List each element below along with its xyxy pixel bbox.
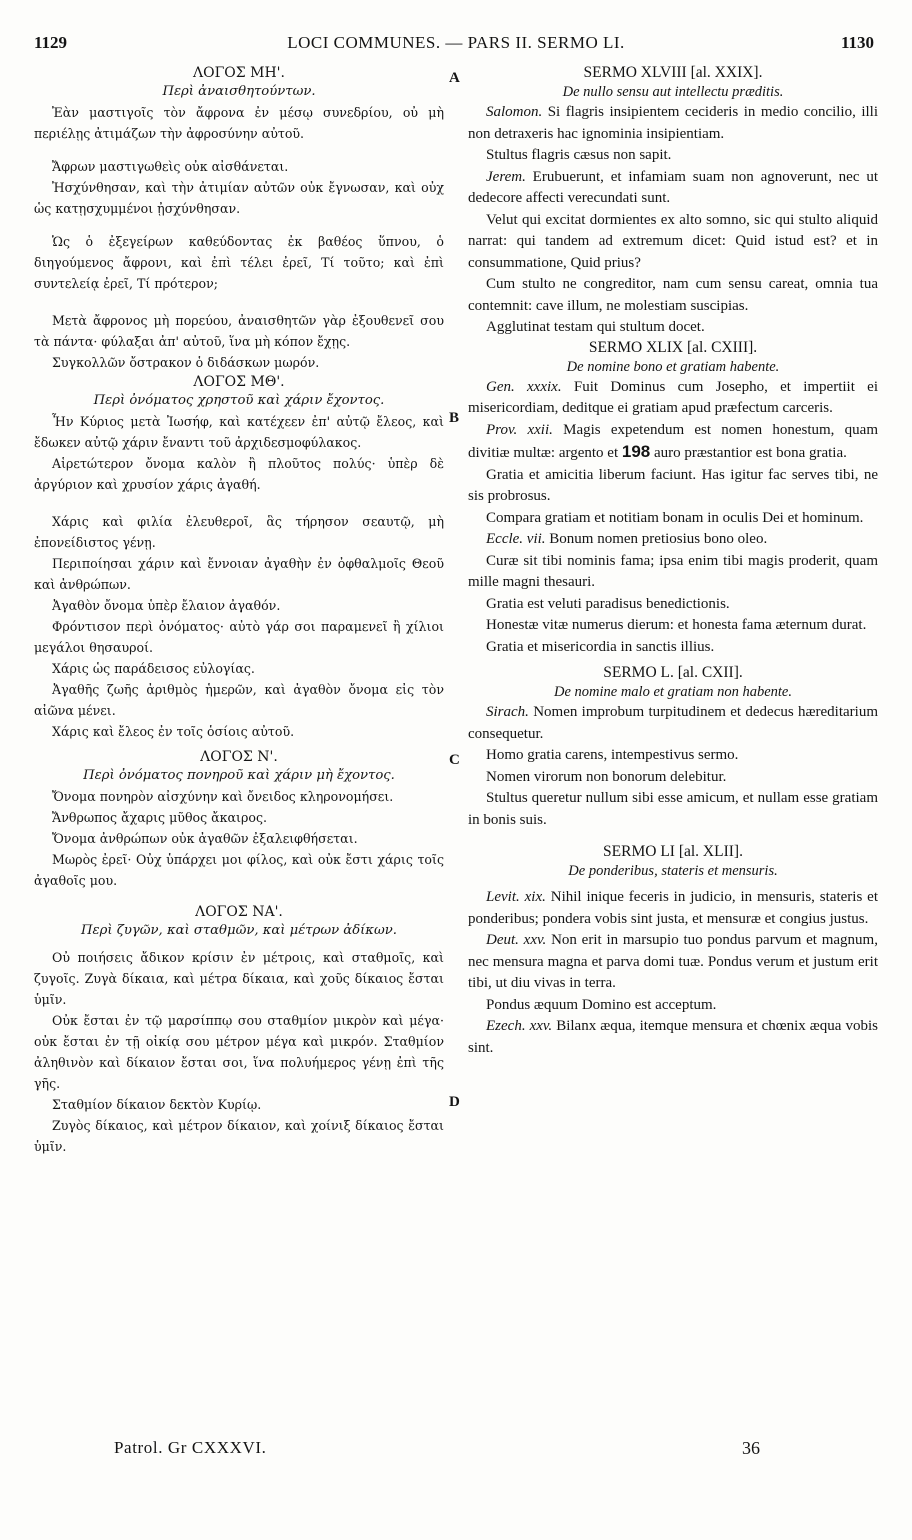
paragraph: Χάρις ὡς παράδεισος εὐλογίας. [52,661,255,676]
paragraph: Χάρις καὶ ἔλεος ἐν τοῖς ὁσίοις αὐτοῦ. [52,724,295,739]
section-title: SERMO XLVIII [al. XXIX]. [583,64,763,81]
source-reference: Levit. xix. [486,889,546,905]
section-subtitle: Περὶ ἀναισθητούντων. [162,84,316,99]
paragraph-text: Nihil inique feceris in judicio, in mensuris, stateris et ponderibus; pondera vobis sint justa, et mensuræ et congius justus. [468,889,878,927]
paragraph: Χάρις καὶ φιλία ἐλευθεροῖ, ἃς τήρησον σεαυτῷ, μὴ ἐπονείδιστος γένῃ. [34,514,444,550]
section-subtitle: De nomine malo et gratiam non habente. [553,684,792,700]
paragraph: Ἦν Κύριος μετὰ Ἰωσήφ, καὶ κατέχεεν ἐπ' αὐτῷ ἔλεος, καὶ ἔδωκεν αὐτῷ χάριν ἔναντι τοῦ ἀρχιδεσμοφύλακος. [34,414,444,450]
paragraph [468,167,878,210]
footer-page-number: 36 [742,1438,760,1458]
paragraph: Ἐὰν μαστιγοῖς τὸν ἄφρονα ἐν μέσῳ συνεδρίου, οὐ μὴ περιέλῃς ἀτιμάζων τὴν ἀφροσύνην αὐτοῦ. [34,105,444,141]
paragraph-text: auro præstantior est bona gratia. [650,445,847,461]
paragraph: Gratia et amicitia liberum faciunt. Has igitur fac serves tibi, ne sis probrosus. [468,466,878,504]
paragraph: Περιποίησαι χάριν καὶ ἔννοιαν ἀγαθὴν ἐν ὀφθαλμοῖς Θεοῦ καὶ ἀνθρώπων. [34,556,444,592]
paragraph: Honestæ vitæ numerus dierum: et honesta fama æternum durat. [486,617,867,633]
paragraph: Ζυγὸς δίκαιος, καὶ μέτρον δίκαιον, καὶ χοίνιξ δίκαιος ἔσται ὑμῖν. [34,1118,444,1154]
right-page-number: 1130 [840,33,874,52]
section-subtitle: De nullo sensu aut intellectu præditis. [562,84,784,100]
running-head: LOCI COMMUNES. — PARS II. SERMO LI. [287,33,625,52]
source-reference: Sirach. [486,704,529,720]
paragraph-text: Bilanx æqua, itemque mensura et chœnix æqua vobis sint. [468,1018,878,1056]
paragraph: Velut qui excitat dormientes ex alto somno, sic qui stulto aliquid narrat: qui tandem ad extremum dicet: Quid istud est? et in consummatione, Quid prius? [468,211,878,271]
paragraph: Gratia et misericordia in sanctis illius. [486,638,715,655]
margin-letter-c: C [449,752,460,768]
paragraph: Οὐ ποιήσεις ἄδικον κρίσιν ἐν μέτροις, καὶ σταθμοῖς, καὶ ζυγοῖς. Ζυγὰ δίκαια, καὶ μέτρα δίκαια, καὶ χοῦς δίκαιος ἔσται ὑμῖν. [34,950,444,1007]
paragraph [468,102,878,145]
paragraph [468,529,878,551]
paragraph: Σταθμίον δίκαιον δεκτὸν Κυρίῳ. [52,1097,262,1112]
paragraph-text: Magis expetendum est nomen honestum, quam divitiæ multæ: argento et [468,421,878,461]
paragraph-text: Fuit Dominus cum Josepho, et impertiit ei misericordiam, deditque ei gratiam apud præfectum carceris. [468,378,878,416]
paragraph: Gratia est veluti paradisus benedictionis. [486,595,730,612]
paragraph: Μετὰ ἄφρονος μὴ πορεύου, ἀναισθητῶν γὰρ ἐξουθενεῖ σου τὰ πάντα· φύλαξαι ἀπ' αὐτοῦ, ἵνα μὴ κόπον ἔχῃς. [34,313,444,349]
section-subtitle: Περὶ ὀνόματος χρηστοῦ καὶ χάριν ἔχοντος. [93,393,385,408]
section-subtitle: De ponderibus, stateris et mensuris. [568,863,778,879]
paragraph: Οὐκ ἔσται ἐν τῷ μαρσίππῳ σου σταθμίον μικρὸν καὶ μέγα· οὐκ ἔσται ἐν τῇ οἰκίᾳ σου μέτρον μέγα καὶ μικρόν. Σταθμίον ἀληθινὸν καὶ δίκαιον ἔσται σοι, ἵνα πολυήμερος γένῃ ἐπὶ τῆς γῆς. [34,1013,444,1091]
paragraph-text: Nomen improbum turpitudinem et dedecus hæreditarium consequetur. [468,704,878,742]
marginal-number: 198 [621,442,651,461]
paragraph [468,377,878,420]
paragraph: Compara gratiam et notitiam bonam in oculis Dei et hominum. [486,509,864,526]
paragraph-text: Bonum nomen pretiosius bono oleo. [545,531,768,547]
paragraph [468,930,878,995]
paragraph: Nomen virorum non bonorum delebitur. [486,768,727,785]
paragraph [468,420,878,465]
paragraph: Cum stulto ne congreditor, nam cum sensu careat, omnia tua contemnit: cave illum, ne molestiam suscipias. [468,276,878,314]
margin-letter-a: A [449,70,460,86]
paragraph: Αἱρετώτερον ὄνομα καλὸν ἢ πλοῦτος πολύς· ὑπὲρ δὲ ἀργύριον καὶ χρυσίον χάρις ἀγαθή. [34,456,444,492]
section-title: SERMO XLIX [al. CXIII]. [588,338,758,356]
paragraph: Stultus flagris cæsus non sapit. [486,147,672,163]
paragraph: Pondus æquum Domino est acceptum. [486,996,717,1013]
section-title: ΛΟΓΟΣ ΝΑ'. [195,904,283,920]
paragraph: Agglutinat testam qui stultum docet. [486,319,705,335]
section-title: ΛΟΓΟΣ ΜΘ'. [193,374,285,390]
paragraph: Ἀγαθὸν ὄνομα ὑπὲρ ἔλαιον ἀγαθόν. [52,598,281,613]
paragraph-text: Erubuerunt, et infamiam suam non agnoverunt, nec ut dedecore affecti verecundati sunt. [468,168,878,206]
greek-column [34,64,444,1157]
footer-signature: Patrol. Gr CXXXVI. [114,1438,267,1457]
paragraph: Ἄφρων μαστιγωθεὶς οὐκ αἰσθάνεται. [52,159,289,174]
paragraph [468,1016,878,1059]
source-reference: Ezech. xxv. [486,1018,553,1034]
page-header [0,33,912,59]
section-subtitle: Περὶ ζυγῶν, καὶ σταθμῶν, καὶ μέτρων ἀδίκων. [81,923,397,938]
paragraph: Ἀγαθῆς ζωῆς ἀριθμὸς ἡμερῶν, καὶ ἀγαθὸν ὄνομα εἰς τὸν αἰῶνα μένει. [34,682,444,718]
source-reference: Eccle. vii. [486,531,546,547]
section-title: SERMO LI [al. XLII]. [603,843,743,860]
paragraph: Ὄνομα πονηρὸν αἰσχύνην καὶ ὄνειδος κληρονομήσει. [52,789,394,804]
paragraph: Ὡς ὁ ἐξεγείρων καθεύδοντας ἐκ βαθέος ὕπνου, ὁ διηγούμενος ἄφρονι, καὶ ἐπὶ τέλει ἐρεῖ, Τί τοῦτο; καὶ ἐπὶ συντελείᾳ ἐρεῖ, Τί πρότερον; [34,234,444,291]
margin-letter-b: B [449,410,460,426]
paragraph [468,702,878,745]
paragraph: Homo gratia carens, intempestivus sermo. [486,747,739,763]
paragraph: Φρόντισον περὶ ὀνόματος· αὐτὸ γάρ σοι παραμενεῖ ἢ χίλιοι μεγάλοι θησαυροί. [34,619,444,655]
section-subtitle: De nomine bono et gratiam habente. [566,358,780,375]
margin-letter-d: D [449,1094,460,1110]
section-title: ΛΟΓΟΣ ΜΗ'. [193,65,285,81]
left-page-number: 1129 [34,33,68,52]
paragraph: Stultus queretur nullum sibi esse amicum, et nullam esse gratiam in bonis suis. [468,790,878,828]
source-reference: Prov. xxii. [486,421,553,438]
paragraph-text: Non erit in marsupio tuo pondus parvum et magnum, nec mensura magna et parva domi tuæ. Pondus verum et justum erit tibi, ut diu vivas in terra. [468,932,878,991]
section-title: SERMO L. [al. CXII]. [603,664,743,681]
source-reference: Gen. xxxix. [486,378,562,395]
paragraph-text: Si flagris insipientem cecideris in medio concilio, illi non detraxeris hac ignominia insipientiam. [468,104,878,142]
paragraph: Ὄνομα ἀνθρώπων οὐκ ἀγαθῶν ἐξαλειφθήσεται. [52,831,358,846]
latin-column [468,64,878,1059]
paragraph: Συγκολλῶν ὄστρακον ὁ διδάσκων μωρόν. [52,355,320,370]
paragraph: Μωρὸς ἐρεῖ· Οὐχ ὑπάρχει μοι φίλος, καὶ οὐκ ἔστι χάρις τοῖς ἀγαθοῖς μου. [34,852,444,888]
paragraph [468,887,878,930]
section-title: ΛΟΓΟΣ Ν'. [200,749,278,765]
source-reference: Jerem. [486,168,526,185]
paragraph: Ἄνθρωπος ἄχαρις μῦθος ἄκαιρος. [52,810,268,825]
source-reference: Salomon. [486,104,543,120]
paragraph: Ἠσχύνθησαν, καὶ τὴν ἀτιμίαν αὐτῶν οὐκ ἔγνωσαν, καὶ οὐχ ὡς κατῃσχυμμένοι ᾐσχύνθησαν. [34,180,444,216]
source-reference: Deut. xxv. [486,932,547,948]
section-subtitle: Περὶ ὀνόματος πονηροῦ καὶ χάριν μὴ ἔχοντος. [83,768,395,783]
paragraph: Curæ sit tibi nominis fama; ipsa enim tibi magis proderit, quam mille magni thesauri. [468,552,878,590]
